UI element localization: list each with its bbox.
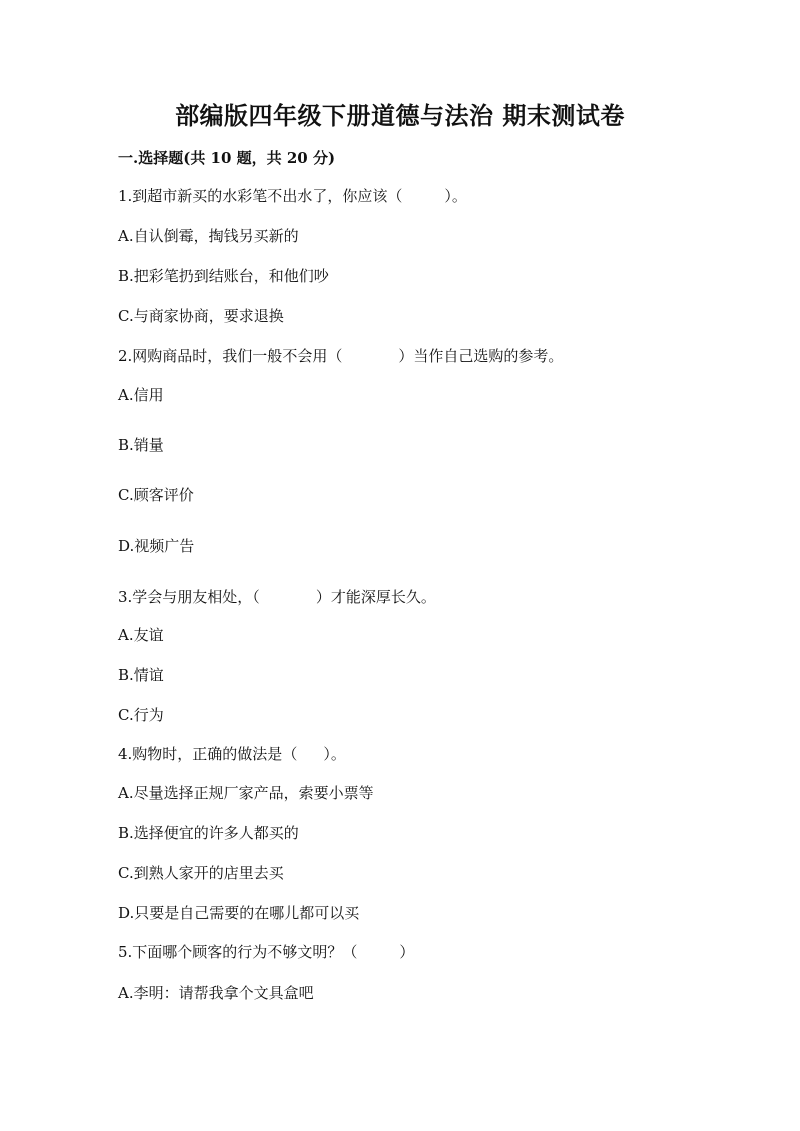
option-c: C.顾客评价 bbox=[118, 486, 194, 504]
question-stem-end: ）。 bbox=[444, 187, 467, 205]
question-stem: 5.下面哪个顾客的行为不够文明？（ bbox=[118, 943, 358, 961]
option-a: A.友谊 bbox=[118, 626, 164, 644]
option-b: B.选择便宜的许多人都买的 bbox=[118, 824, 299, 842]
question-stem: 3.学会与朋友相处，（ bbox=[118, 588, 260, 606]
question-stem-end: ）当作自己选购的参考。 bbox=[398, 347, 564, 365]
option-a: A.自认倒霉，掏钱另买新的 bbox=[118, 227, 299, 245]
option-d: D.只要是自己需要的在哪儿都可以买 bbox=[118, 904, 360, 922]
question-stem: 1.到超市新买的水彩笔不出水了，你应该（ bbox=[118, 187, 403, 205]
option-a: A.信用 bbox=[118, 386, 164, 404]
option-d: D.视频广告 bbox=[118, 537, 195, 555]
option-c: C.与商家协商，要求退换 bbox=[118, 307, 284, 325]
question-2 bbox=[118, 346, 563, 366]
option-b: B.把彩笔扔到结账台，和他们吵 bbox=[118, 267, 329, 285]
option-c: C.到熟人家开的店里去买 bbox=[118, 864, 284, 882]
option-b: B.情谊 bbox=[118, 666, 164, 684]
page-title: 部编版四年级下册道德与法治 期末测试卷 bbox=[175, 101, 625, 130]
option-b: B.销量 bbox=[118, 436, 164, 454]
section-heading: 一.选择题(共 10 题，共 20 分) bbox=[118, 149, 336, 167]
question-3 bbox=[118, 587, 436, 607]
question-4 bbox=[118, 744, 346, 764]
option-a: A.尽量选择正规厂家产品，索要小票等 bbox=[118, 784, 374, 802]
question-stem: 2.网购商品时，我们一般不会用（ bbox=[118, 347, 343, 365]
question-5 bbox=[118, 942, 414, 962]
question-stem-end: ） bbox=[399, 943, 415, 961]
option-a: A.李明：请帮我拿个文具盒吧 bbox=[118, 984, 314, 1002]
question-stem-end: ）才能深厚长久。 bbox=[315, 588, 436, 606]
question-stem: 4.购物时，正确的做法是（ bbox=[118, 745, 298, 763]
question-stem-end: ）。 bbox=[323, 745, 346, 763]
question-1 bbox=[118, 186, 467, 206]
option-c: C.行为 bbox=[118, 706, 164, 724]
